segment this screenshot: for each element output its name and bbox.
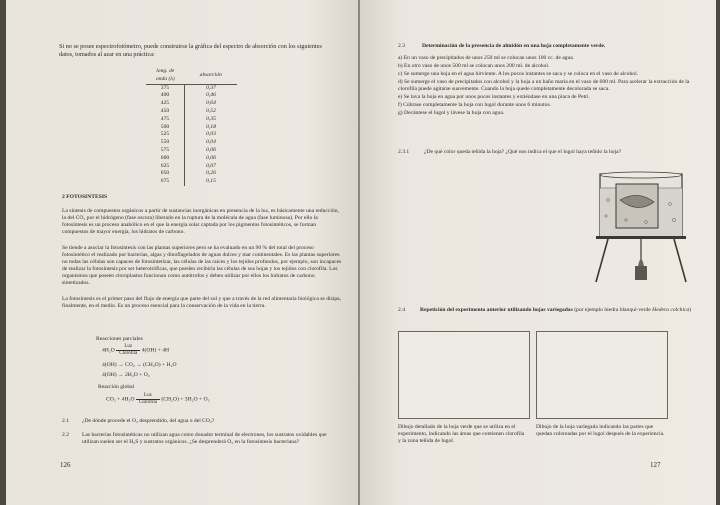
table-row — [146, 92, 237, 100]
absorption-cell: 0,15 — [206, 178, 216, 185]
absorption-cell: 0,35 — [206, 115, 216, 122]
table-row — [146, 108, 237, 116]
absorption-cell: 0,26 — [206, 170, 216, 177]
table-row — [146, 100, 237, 108]
wavelength-cell: 600 — [146, 155, 185, 163]
wavelength-cell: 375 — [146, 84, 185, 92]
section-title: 2 FOTOSINTESIS — [62, 194, 108, 200]
wavelength-cell: 650 — [146, 170, 185, 178]
question-2-1: ¿De dónde procede el O₂ desprendido, del agua o del CO₂? — [82, 418, 215, 424]
procedure-step: b) En otro vaso de unos 500 ml se colocan unos 200 ml. de alcohol. — [398, 63, 550, 69]
table-row — [146, 147, 237, 155]
wavelength-cell: 475 — [146, 116, 185, 124]
page-127 — [360, 0, 716, 505]
table-row — [146, 170, 237, 178]
question-2-3-1-number: 2.3.1 — [398, 149, 410, 155]
caption-green-leaf: Dibujo detallado de la hoja verde que se utiliza en el experimento, indicando las áreas que contienen clorofila y la zona teñida de lugol. — [398, 424, 525, 444]
water-bath-illustration — [586, 170, 696, 285]
table-row — [146, 155, 237, 163]
absorption-cell: 0,52 — [206, 107, 216, 114]
absorption-cell: 0,64 — [206, 100, 216, 107]
page-number-right: 127 — [650, 461, 661, 469]
procedure-steps — [398, 55, 698, 118]
absorption-cell: 0,04 — [206, 139, 216, 146]
table-row — [146, 124, 237, 132]
equation-1-arrow: $\frac{\text{Luz}}{\text{Clorofila}}$ — [116, 344, 140, 356]
question-2-1-number: 2.1 — [62, 418, 69, 424]
flame-icon — [638, 259, 644, 266]
wavelength-cell: 525 — [146, 131, 185, 139]
section-2-3-title: Determinación de la presencia de almidón en una hoja completamente verde. — [422, 43, 606, 49]
intro-paragraph: Si no se posee espectrofotómetro, puede construirse la gráfica del espectro de absorción con los siguientes datos, tomados al azar en una práctica: — [59, 43, 322, 58]
procedure-step: c) Se sumerge una hoja en el agua hirviente. A los pocos instantes se saca y se coloca en el vaso de alcohol. — [398, 71, 639, 77]
wavelength-cell: 625 — [146, 163, 185, 171]
absorption-cell: 0,06 — [206, 146, 216, 153]
procedure-step: a) En un vaso de precipitados de unos 250 ml se colocan unos 100 cc. de agua. — [398, 55, 575, 61]
section-2-3-number: 2.3 — [398, 43, 405, 49]
absorption-cell: 0,46 — [206, 92, 216, 99]
global-equation: CO₂ + 4H₂O $\frac{\text{Luz}}{\text{Clorofila}}$ (CH₂O) + 3H₂O + O₂ — [106, 393, 210, 405]
global-reaction-label: Reacción global — [98, 384, 135, 390]
question-2-3-1: ¿De qué color queda teñida la hoja? ¿Qué nos indica el que el lugol haya teñido la hoja? — [424, 149, 622, 155]
wire-gauze — [596, 236, 686, 239]
equation-1: 4H₂O $\frac{\text{Luz}}{\text{Clorofila}}$ 4(OH) + 4H — [102, 344, 170, 356]
absorption-table — [146, 68, 237, 186]
table-row — [146, 163, 237, 171]
wavelength-cell: 500 — [146, 124, 185, 132]
drawing-box-variegated-leaf[interactable] — [536, 331, 668, 419]
table-row — [146, 84, 237, 92]
wavelength-cell: 550 — [146, 139, 185, 147]
drawing-box-green-leaf[interactable] — [398, 331, 530, 419]
wavelength-cell: 675 — [146, 178, 185, 186]
global-equation-arrow: $\frac{\text{Luz}}{\text{Clorofila}}$ — [136, 393, 160, 405]
table-row — [146, 178, 237, 186]
procedure-step: f) Cúbrase completamente la hoja con lugol durante unos 6 minutos. — [398, 102, 552, 109]
wavelength-cell: 400 — [146, 92, 185, 100]
page-126 — [6, 0, 358, 505]
burner — [635, 266, 647, 280]
section-2-4-title: Repetición del experimento anterior utilizando hojas variegadas (por ejemplo hiedra blanqui-verde Hedera colchica) — [420, 307, 692, 313]
equation-2: 4(OH) → CO₂ → (CH₂O) + H₂O — [102, 362, 177, 368]
procedure-step: e) Se lava la hoja en agua por unos pocos instantes y extiéndase en una placa de Petri. — [398, 94, 590, 101]
absorption-cell: 0,07 — [206, 162, 216, 169]
absorption-cell: 0,18 — [206, 123, 216, 130]
absorption-cell: 0,37 — [206, 84, 216, 91]
absorption-cell: 0,03 — [206, 131, 216, 138]
absorption-cell: 0,06 — [206, 154, 216, 161]
wavelength-cell: 450 — [146, 108, 185, 116]
beaker-rim — [600, 172, 682, 178]
procedure-step: d) Se sumerge el vaso de precipitados con alcohol y la hoja a un baño maría en el vaso de 600 ml. Para acelerar la extracción de la clorofila puede agitarse suavemente. Cuando la hoja quede completamente decolorada se saca. — [398, 79, 690, 93]
table-row — [146, 139, 237, 147]
table-header-wavelength: long. de onda (λ) — [146, 68, 185, 84]
question-2-2: Las bacterias fotosintéticas no utilizan agua como donador terminal de electrones, los sustratos oxidables que utilizan suelen ser el H₂S y sustratos orgánicos. ¿Se desprenderá O₂ en la fotosíntesis bacteriana? — [82, 432, 327, 445]
table-row — [146, 116, 237, 124]
equation-3: 4(OH) → 2H₂O + O₂ — [102, 372, 150, 378]
procedure-step: g) Decántese el lugol y lávese la hoja con agua. — [398, 110, 505, 117]
question-2-2-number: 2.2 — [62, 432, 69, 438]
paragraph-3: La fotosíntesis es el primer paso del flujo de energía que parte del sol y que a través de la red alimentaria biológica se disipa, finalmente, en el medio. Es un proceso esencial para la conservación de la vida en la tierra. — [62, 296, 342, 309]
paragraph-1: La síntesis de compuestos orgánicos a partir de sustancias inorgánicas en presencia de la luz, es básicamente una reducción, la del CO₂ por el hidrógeno (fase oscura) liberado en la ruptura de la molécula de agua (fase luminosa). Por ello la fotosíntesis es un proceso anabólico en el que la energía solar captada por los pigmentos fotosintéticos, se forman compuestos de mayor energía, los hidratos de carbono. — [62, 208, 339, 235]
tripod-leg-left — [596, 239, 608, 282]
caption-variegated-leaf: Dibujo de la hoja variegada indicando las partes que quedan coloreadas por el lugol después de la experiencia. — [536, 424, 665, 437]
paragraph-2: Se tiende a asociar la fotosíntesis con las plantas superiores pero se ha evaluado en un 90 % del total del proceso fotosintético el realizado por bacterias, algas y dinoflagelados de aguas dulces y mar continentales. Es las plantas superiores no todas las células son capaces de fotosintetizar, las células de las raíces y los tejidos profundos, por ejemplo, son incapaces de realizar la fotosíntesis por ser heterotróficas, que pueden recibirla las células de sus hojas y los tejidos con clorofila. Los organismos que poseen cloroplastos funcionan como autótrofos y deben utilizar por ellos los hidratos de carbono sintetizados. — [62, 245, 342, 286]
section-2-4-number: 2.4 — [398, 307, 405, 313]
absorption-table-body — [146, 84, 237, 186]
wavelength-cell: 575 — [146, 147, 185, 155]
table-header-absorption: absorción — [185, 68, 238, 84]
partial-reactions-label: Reacciones parciales — [96, 336, 143, 342]
tripod-leg-right — [674, 239, 686, 282]
table-row — [146, 131, 237, 139]
wavelength-cell: 425 — [146, 100, 185, 108]
page-number-left: 126 — [60, 461, 71, 469]
